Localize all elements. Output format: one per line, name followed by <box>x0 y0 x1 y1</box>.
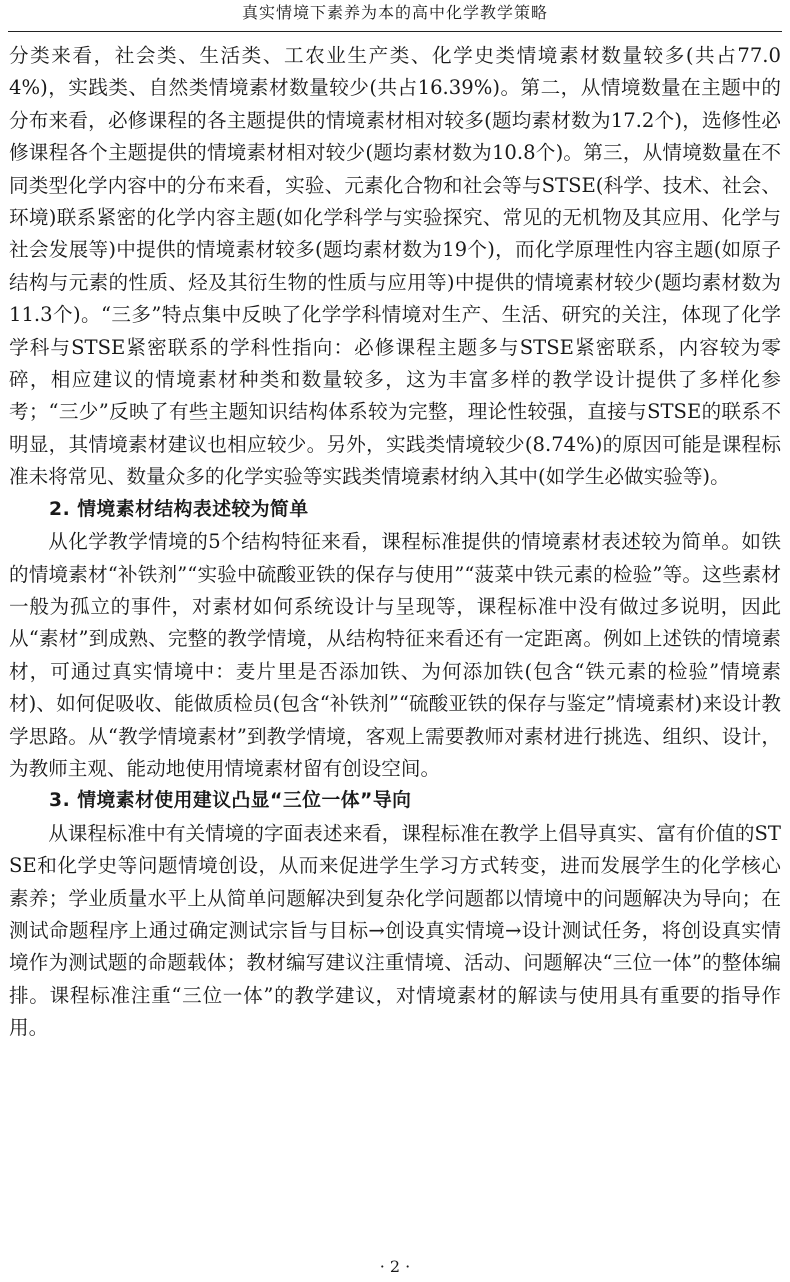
paragraph-section-3: 从课程标准中有关情境的字面表述来看，课程标准在教学上倡导真实、富有价值的STSE和化学史等问题情境创设，从而来促进学生学习方式转变，进而发展学生的化学核心素养；学业质量水平上从简单问题解决到复杂化学问题都以情境中的问题解决为导向；在测试命题程序上通过确定测试宗旨与目标→创设真实情境→设计测试任务，将创设真实情境作为测试题的命题载体；教材编写建议注重情境、活动、问题解决“三位一体”的整体编排。课程标准注重“三位一体”的教学建议，对情境素材的解读与使用具有重要的指导作用。 <box>9 821 781 1040</box>
section-heading-2: 2. 情境素材结构表述较为简单 <box>49 498 309 520</box>
paragraph-continued: 分类来看，社会类、生活类、工农业生产类、化学史类情境素材数量较多(共占77.04%)，实践类、自然类情境素材数量较少(共占16.39%)。第二，从情境数量在主题中的分布来看，必修课程的各主题提供的情境素材相对较多(题均素材数为17.2个)，选修性必修课程各个主题提供的情境素材相对较少(题均素材数为10.8个)。第三，从情境数量在不同类型化学内容中的分布来看，实验、元素化合物和社会等与STSE(科学、技术、社会、环境)联系紧密的化学内容主题(如化学科学与实验探究、常见的无机物及其应用、化学与社会发展等)中提供的情境素材较多(题均素材数为19个)，而化学原理性内容主题(如原子结构与元素的性质、烃及其衍生物的性质与应用等)中提供的情境素材较少(题均素材数为11.3个)。“三多”特点集中反映了化学学科情境对生产、生活、研究的关注，体现了化学学科与STSE紧密联系的学科性指向：必修课程主题多与STSE紧密联系，内容较为零碎，相应建议的情境素材种类和数量较多，这为丰富多样的教学设计提供了多样化参考；“三少”反映了有些主题知识结构体系较为完整，理论性较强，直接与STSE的联系不明显，其情境素材建议也相应较少。另外，实践类情境较少(8.74%)的原因可能是课程标准未将常见、数量众多的化学实验等实践类情境素材纳入其中(如学生必做实验等)。 <box>9 44 781 489</box>
section-heading-3: 3. 情境素材使用建议凸显“三位一体”导向 <box>49 790 412 812</box>
running-header: 真实情境下素养为本的高中化学教学策略 <box>241 3 548 22</box>
paragraph-section-2: 从化学教学情境的5个结构特征来看，课程标准提供的情境素材表述较为简单。如铁的情境素材“补铁剂”“实验中硫酸亚铁的保存与使用”“菠菜中铁元素的检验”等。这些素材一般为孤立的事件，对素材如何系统设计与呈现等，课程标准中没有做过多说明，因此从“素材”到成熟、完整的教学情境，从结构特征来看还有一定距离。例如上述铁的情境素材，可通过真实情境中：麦片里是否添加铁、为何添加铁(包含“铁元素的检验”情境素材)、如何促吸收、能做质检员(包含“补铁剂”“硫酸亚铁的保存与鉴定”情境素材)来设计教学思路。从“教学情境素材”到教学情境，客观上需要教师对素材进行挑选、组织、设计，为教师主观、能动地使用情境素材留有创设空间。 <box>9 530 781 780</box>
page-body <box>9 40 781 1045</box>
header-rule <box>8 31 782 32</box>
page-number: · 2 · <box>379 1257 411 1276</box>
